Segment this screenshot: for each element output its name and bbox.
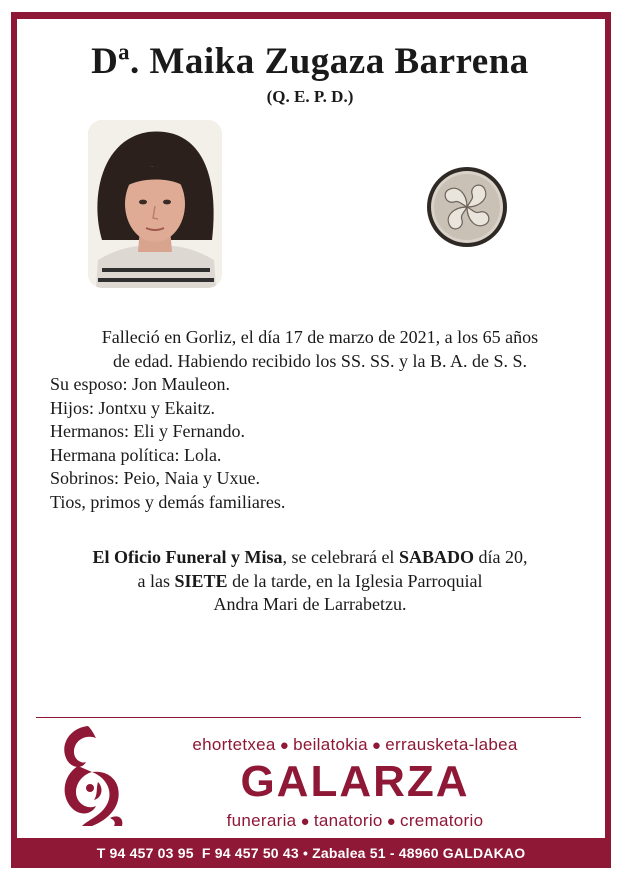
nephews-line: Sobrinos: Peio, Naia y Uxue. [50, 468, 260, 488]
funeral-line-1: El Oficio Funeral y Misa, se celebrará el SABADO día 20, [92, 547, 528, 567]
contact-info: T 94 457 03 95 F 94 457 50 43 • Zabalea 51 - 48960 GALDAKAO [96, 845, 526, 861]
sister-in-law-line: Hermana política: Lola. [50, 444, 222, 465]
death-line-1: Falleció en Gorliz, el día 17 de marzo de 2021, a los 65 años [101, 327, 539, 347]
funeral-line-3: Andra Mari de Larrabetzu. [213, 594, 407, 614]
relatives-line: Tios, primos y demás familiares. [50, 491, 286, 512]
galarza-logo-icon [52, 722, 132, 832]
bullet-icon: ● [279, 737, 290, 754]
services-spanish [130, 811, 580, 831]
funeral-line-2: a las SIETE de la tarde, en la Iglesia Parroquial [137, 570, 483, 591]
deceased-name: Dª. Maika Zugaza Barrena [91, 41, 529, 82]
spouse-line: Su esposo: Jon Mauleon. [50, 374, 230, 394]
bullet-icon: ● [300, 813, 310, 830]
children-line: Hijos: Jontxu y Ekaitz. [50, 397, 215, 418]
service-errausketa-labea: errausketa-labea [385, 735, 518, 754]
brand-name: GALARZA [240, 757, 470, 806]
service-funeraria: funeraria [226, 811, 297, 830]
services-basque [130, 735, 580, 755]
qepd-label: (Q. E. P. D.) [266, 87, 354, 106]
lauburu-icon [426, 166, 508, 248]
portrait-photo [88, 120, 222, 288]
service-ehortetxea: ehortetxea [192, 735, 276, 754]
contact-footer [11, 838, 611, 868]
death-line-2: de edad. Habiendo recibido los SS. SS. y la B. A. de S. S. [113, 350, 527, 371]
funeral-notice [30, 546, 590, 617]
divider [36, 717, 581, 718]
service-crematorio: crematorio [400, 811, 484, 830]
obituary-text [50, 326, 590, 514]
siblings-line: Hermanos: Eli y Fernando. [50, 421, 245, 441]
bullet-icon: ● [386, 813, 397, 830]
service-tanatorio: tanatorio [313, 811, 383, 830]
bullet-icon: ● [371, 737, 382, 754]
service-beilatokia: beilatokia [293, 735, 368, 754]
